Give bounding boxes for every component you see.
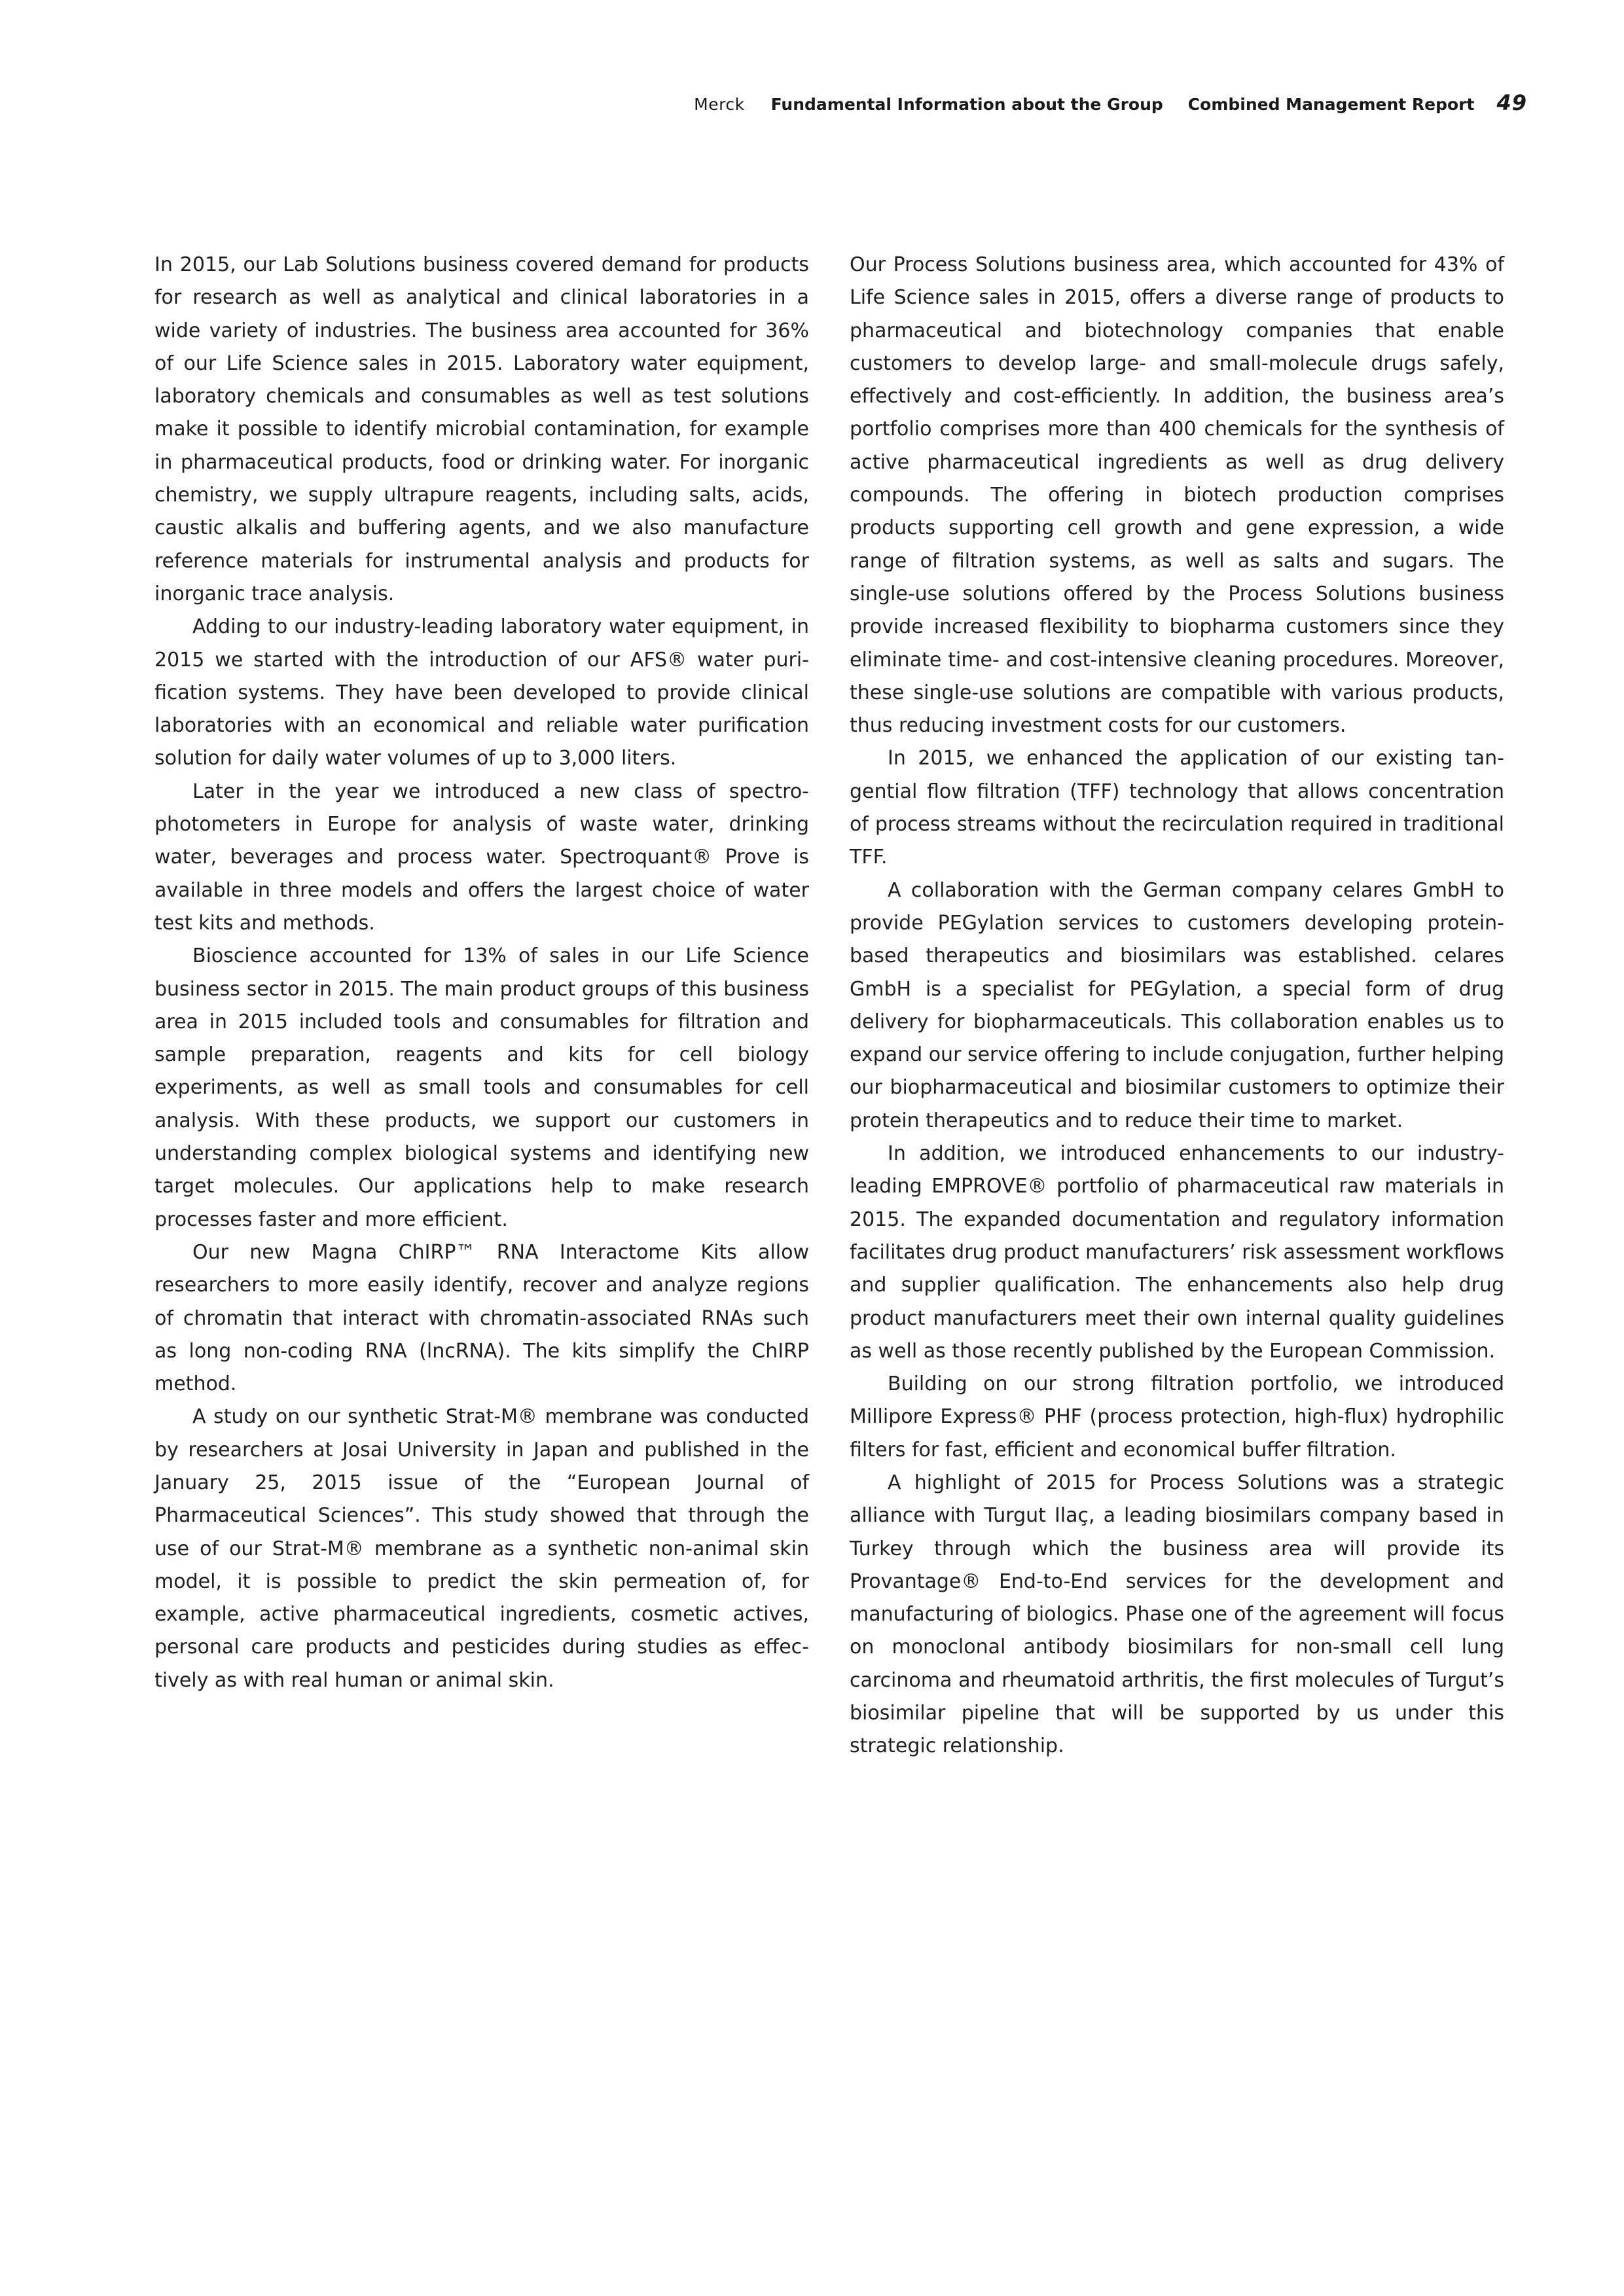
paragraph-turgut-alliance: A highlight of 2015 for Process Solutions was a strategic alliance with Turgut Ilaç, a leading biosimilars company based in Turkey through which the business area will provide its Provantage® End-to-End services for the development and manufacturing of biologics. Phase one of the agreement will focus on monoclonal antibody biosimilars for non-small cell lung carcinoma and rheumatoid arthritis, the first molecules of Turgut’s biosimilar pipeline that will be supported by us under this strategic relationship.	[850, 1471, 1504, 1758]
paragraph-strat-m-study: A study on our synthetic Strat-M® membrane was conducted by researchers at Josai University in Japan and published in the January 25, 2015 issue of the “European Journal of Pharmaceutical Sciences”. This study showed that through the use of our Strat-M® membrane as a synthetic non-animal skin model, it is possible to predict the skin permeation of, for example, active pharmaceutical ingredients, cosmetic actives, personal care products and pesticides during studies as effectively as with real human or animal skin.	[154, 1405, 809, 1692]
paragraph-magna-chirp: Our new Magna ChIRP™ RNA Interactome Kits allow researchers to more easily identify, recover and analyze regions of chromatin that interact with chromatin-associated RNAs such as long non-coding RNA (lncRNA). The kits simplify the ChIRP method.	[154, 1240, 809, 1396]
paragraph-tff-technology: In 2015, we enhanced the application of our existing tangential flow filtration (TFF) technology that allows concentration of process streams without the recirculation required in traditional TFF.	[850, 747, 1504, 869]
running-header	[694, 90, 1527, 119]
paragraph-millipore-express: Building on our strong filtration portfolio, we introduced Millipore Express® PHF (process protection, high-flux) hydrophilic filters for fast, efficient and economical buffer filtration.	[850, 1372, 1504, 1462]
paragraph-bioscience: Bioscience accounted for 13% of sales in our Life Science business sector in 2015. The main product groups of this business area in 2015 included tools and consumables for filtration and sample preparation, reagents and kits for cell biology experiments, as well as small tools and consumables for cell analysis. With these products, we support our customers in understanding complex biological systems and identifying new target molecules. Our applications help to make research processes faster and more efficient.	[154, 944, 809, 1231]
paragraph-spectrophotometers: Later in the year we introduced a new class of spectrophotometers in Europe for analysis of waste water, drinking water, beverages and process water. Spectroquant® Prove is available in three models and offers the largest choice of water test kits and methods.	[154, 780, 809, 935]
paragraph-process-solutions: Our Process Solutions business area, which accounted for 43% of Life Science sales in 2015, offers a diverse range of products to pharmaceutical and biotechnology companies that enable customers to develop large- and small-molecule drugs safely, effectively and cost-efficiently. In addition, the business area’s portfolio comprises more than 400 chemicals for the synthesis of active pharmaceutical ingredients as well as drug delivery compounds. The offering in biotech production comprises products supporting cell growth and gene expression, a wide range of filtration systems, as well as salts and sugars. The single-use solutions offered by the Process Solutions business provide increased flexibility to biopharma customers since they eliminate time- and cost-intensive cleaning procedures. Moreover, these single-use solutions are compatible with various products, thus reducing investment costs for our customers.	[850, 253, 1504, 738]
right-text-column	[850, 249, 1504, 1763]
paragraph-lab-solutions: In 2015, our Lab Solutions business covered demand for products for research as well as analytical and clinical laboratories in a wide variety of industries. The business area accounted for 36% of our Life Science sales in 2015. Laboratory water equipment, laboratory chemicals and consumables as well as test solutions make it possible to identify microbial contamination, for example in pharmaceutical products, food or drinking water. For inorganic chemistry, we supply ultrapure reagents, including salts, acids, caustic alkalis and buffering agents, and we also manufacture reference materials for instrumental analysis and products for inorganic trace analysis.	[154, 253, 809, 605]
page-number: 49	[1496, 90, 1527, 115]
header-company: Merck	[694, 95, 745, 114]
paragraph-emprove-portfolio: In addition, we introduced enhancements to our industry-leading EMPROVE® portfolio of pharmaceutical raw materials in 2015. The expanded documentation and regulatory information facilitates drug product manufacturers’ risk assessment workflows and supplier qualification. The enhancements also help drug product manufacturers meet their own internal quality guidelines as well as those recently published by the European Commission.	[850, 1142, 1504, 1363]
paragraph-afs-water-purification: Adding to our industry-leading laboratory water equipment, in 2015 we started with the introduction of our AFS® water purification systems. They have been developed to provide clinical laboratories with an economical and reliable water purification solution for daily water volumes of up to 3,000 liters.	[154, 615, 809, 770]
left-text-column	[154, 249, 809, 1697]
header-section-title: Fundamental Information about the Group	[770, 95, 1163, 114]
header-report-title: Combined Management Report	[1187, 95, 1475, 114]
paragraph-celares-collaboration: A collaboration with the German company celares GmbH to provide PEGylation services to customers developing protein-based therapeutics and biosimilars was established. celares GmbH is a specialist for PEGylation, a special form of drug delivery for biopharmaceuticals. This collaboration enables us to expand our service offering to include conjugation, further helping our biopharmaceutical and biosimilar customers to optimize their protein therapeutics and to reduce their time to market.	[850, 878, 1504, 1132]
